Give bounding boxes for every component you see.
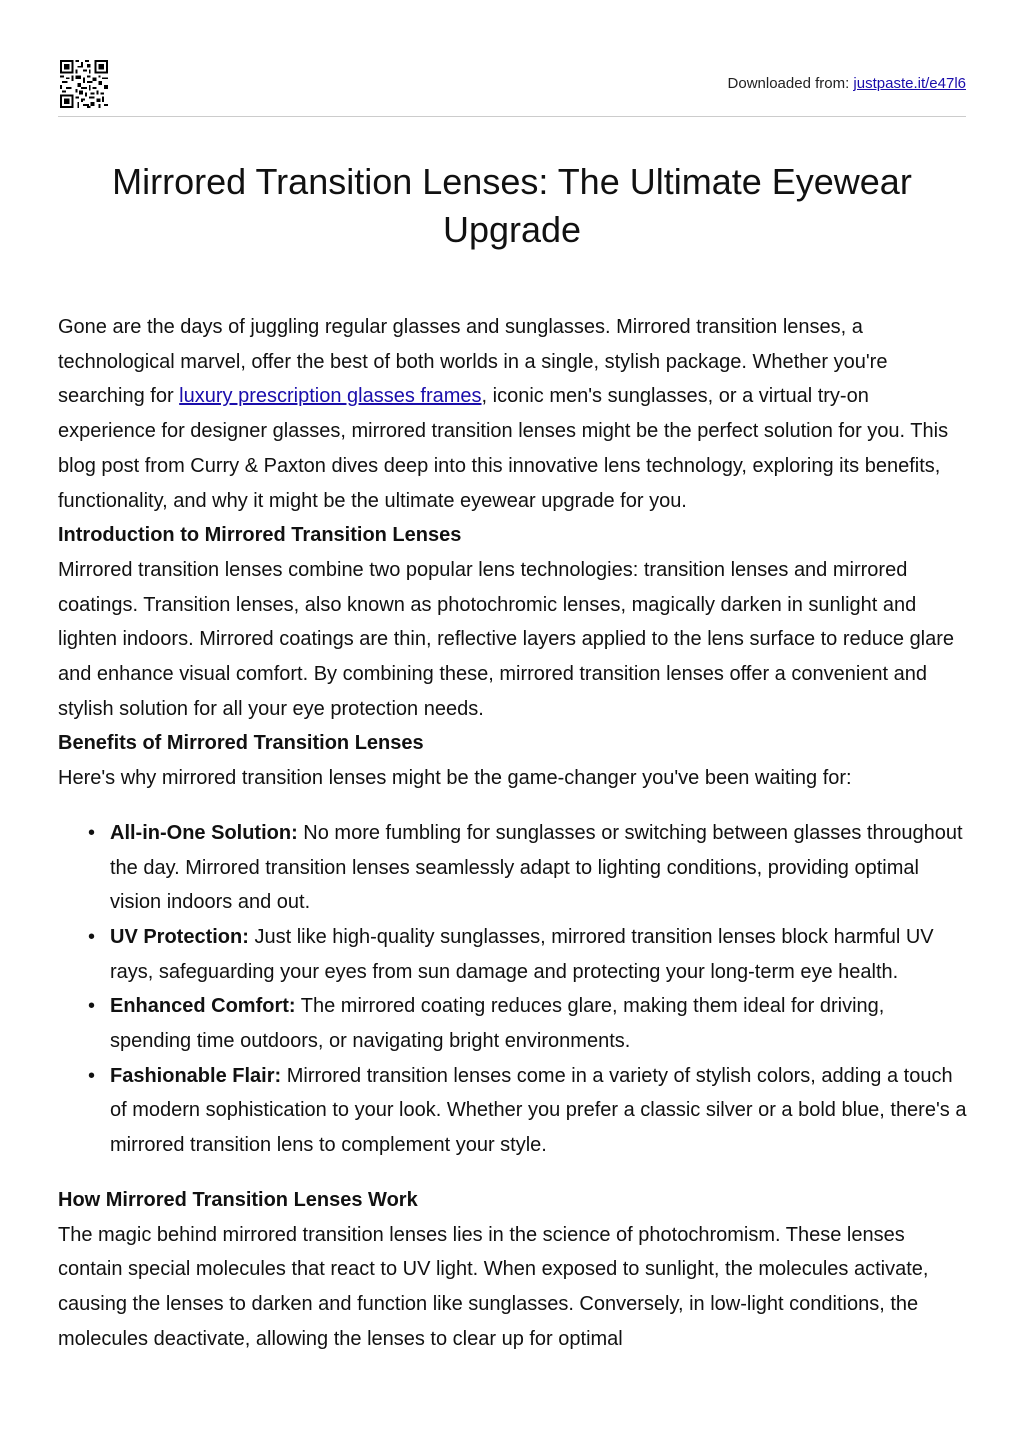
- benefits-list: [58, 816, 968, 1163]
- benefit-text: The mirrored coating reduces glare, making them ideal for driving, spending time outdoors, or navigating bright environments.: [110, 995, 885, 1053]
- benefit-label: Fashionable Flair:: [110, 1064, 282, 1087]
- bullet-icon: •: [88, 925, 96, 948]
- introduction-paragraph: Mirrored transition lenses combine two popular lens technologies: transition lenses and mirrored coatings. Transition lenses, also known as photochromic lenses, magically darken in sunlight and lighten indoors. Mirrored coatings are thin, reflective layers applied to the lens surface to reduce glare and enhance visual comfort. By combining these, mirrored transition lenses offer a convenient and stylish solution for all your eye protection needs.: [58, 558, 955, 720]
- source-link[interactable]: justpaste.it/e47l6: [853, 75, 966, 92]
- benefit-text: No more fumbling for sunglasses or switching between glasses throughout the day. Mirrored transition lenses seamlessly adapt to lighting conditions, providing optimal vision indoors and out.: [110, 821, 963, 914]
- downloaded-label: Downloaded from:: [727, 75, 854, 92]
- introduction-heading: Introduction to Mirrored Transition Lenses: [58, 524, 462, 547]
- benefit-label: All-in-One Solution:: [110, 821, 298, 844]
- intro-text-before-link: Gone are the days of juggling regular glasses and sunglasses. Mirrored transition lenses, a technological marvel, offer the best of both worlds in a single, stylish package. Whether you're searching for: [58, 316, 888, 408]
- page-header: [58, 60, 966, 108]
- benefit-label: UV Protection:: [110, 925, 249, 948]
- list-item: [88, 816, 968, 920]
- benefit-label: Enhanced Comfort:: [110, 995, 296, 1018]
- list-item: [88, 1059, 968, 1163]
- benefits-heading: Benefits of Mirrored Transition Lenses: [58, 732, 424, 755]
- intro-text-after-link: , iconic men's sunglasses, or a virtual try-on experience for designer glasses, mirrored transition lenses might be the perfect solution for you. This blog post from Curry & Paxton dives deep into this innovative lens technology, exploring its benefits, functionality, and why it might be the ultimate eyewear upgrade for you.: [58, 385, 949, 512]
- intro-paragraph: [58, 310, 968, 518]
- downloaded-from: [728, 75, 966, 92]
- bullet-icon: •: [88, 821, 96, 844]
- benefit-text: Just like high-quality sunglasses, mirrored transition lenses block harmful UV rays, safeguarding your eyes from sun damage and protecting your long-term eye health.: [110, 925, 934, 983]
- bullet-icon: •: [88, 995, 96, 1018]
- benefit-text: Mirrored transition lenses come in a variety of stylish colors, adding a touch of modern sophistication to your look. Whether you prefer a classic silver or a bold blue, there's a mirrored transition lens to complement your style.: [110, 1064, 967, 1157]
- list-item: [88, 989, 968, 1058]
- article-body: [58, 310, 968, 1356]
- luxury-frames-link[interactable]: luxury prescription glasses frames: [179, 385, 482, 408]
- benefits-intro: Here's why mirrored transition lenses might be the game-changer you've been waiting for:: [58, 767, 852, 790]
- how-it-works-paragraph: The magic behind mirrored transition lenses lies in the science of photochromism. These lenses contain special molecules that react to UV light. When exposed to sunlight, the molecules activate, causing the lenses to darken and function like sunglasses. Conversely, in low-light conditions, the molecules deactivate, allowing the lenses to clear up for optimal: [58, 1223, 929, 1350]
- bullet-icon: •: [88, 1064, 96, 1087]
- qr-code-icon: [60, 60, 108, 108]
- list-item: [88, 920, 968, 989]
- header-divider: [58, 116, 966, 117]
- page-title: Mirrored Transition Lenses: The Ultimate Eyewear Upgrade: [112, 161, 912, 250]
- how-it-works-heading: How Mirrored Transition Lenses Work: [58, 1188, 418, 1211]
